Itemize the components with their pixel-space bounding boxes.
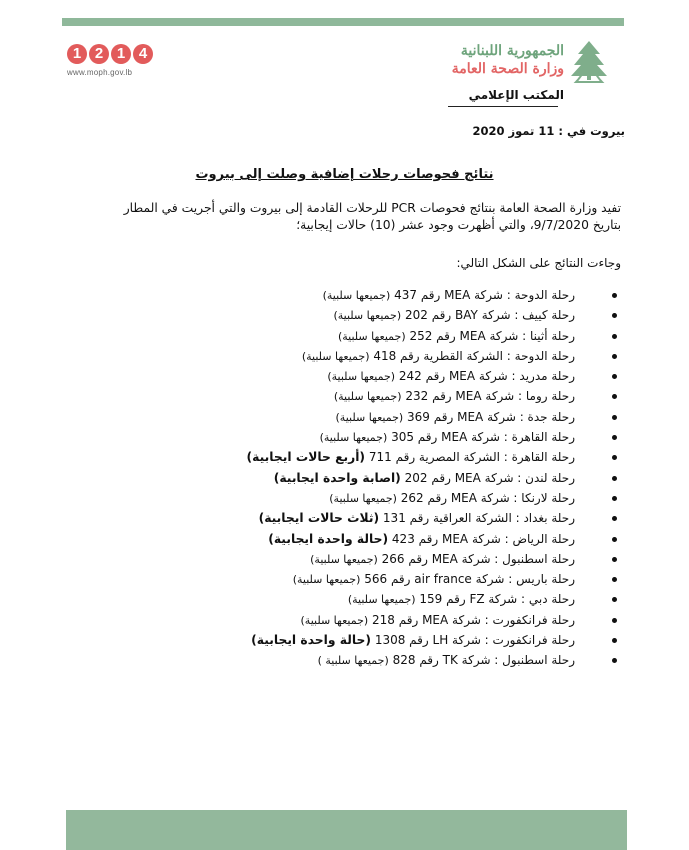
flight-result: (جميعها سلبية )	[317, 654, 389, 668]
bullet-icon	[612, 394, 617, 399]
flight-description: رحلة روما : شركة MEA رقم 232	[401, 389, 575, 404]
flight-result-item	[199, 589, 619, 609]
bullet-icon	[612, 638, 617, 643]
flight-description: رحلة مدريد : شركة MEA رقم 242	[395, 369, 575, 384]
bullet-icon	[612, 334, 617, 339]
flight-description: رحلة لندن : شركة MEA رقم 202	[400, 470, 575, 485]
flight-result-item	[199, 346, 619, 366]
hotline-digit: 2	[89, 44, 109, 64]
flight-result-item	[199, 407, 619, 427]
flight-description: رحلة أثينا : شركة MEA رقم 252	[405, 328, 575, 343]
bullet-icon	[612, 354, 617, 359]
flight-description: رحلة الدوحة : الشركة القطرية رقم 418	[369, 348, 575, 363]
flight-description: رحلة اسطنبول : شركة TK رقم 828	[388, 653, 575, 668]
flight-description: رحلة فرانكفورت : شركة LH رقم 1308	[370, 633, 575, 648]
cedar-emblem-icon	[566, 38, 612, 84]
bullet-icon	[612, 374, 617, 379]
bullet-icon	[612, 415, 617, 420]
flight-result-item	[199, 508, 619, 528]
flight-description: رحلة القاهرة : شركة MEA رقم 305	[387, 430, 575, 445]
flight-result: (جميعها سلبية)	[310, 552, 378, 566]
flight-description: رحلة بغداد : الشركة العراقية رقم 131	[379, 511, 575, 526]
bullet-icon	[612, 455, 617, 460]
flight-result: (جميعها سلبية)	[327, 370, 396, 384]
flight-description: رحلة الدوحة : شركة MEA رقم 437	[390, 288, 575, 302]
flight-result: (جميعها سلبية)	[300, 613, 369, 627]
flight-result: (حالة واحدة ايجابية)	[268, 531, 389, 546]
flight-result-item	[199, 630, 619, 650]
ministry-website: www.moph.gov.lb	[67, 68, 133, 77]
ministry-name-block	[364, 42, 564, 78]
flight-result: (جميعها سلبية)	[333, 390, 402, 404]
flight-result: (جميعها سلبية)	[337, 329, 406, 343]
flight-result-item	[199, 386, 619, 406]
bullet-icon	[612, 658, 617, 663]
flight-description: رحلة فرانكفورت : شركة MEA رقم 218	[368, 612, 575, 627]
flight-result: (اصابة واحدة ايجابية)	[273, 470, 401, 485]
media-office-label: المكتب الإعلامي	[468, 88, 564, 102]
flight-result: (ثلاث حالات ايجابية)	[258, 511, 380, 526]
bullet-icon	[612, 557, 617, 562]
bullet-icon	[612, 537, 617, 542]
flight-result-item	[199, 427, 619, 447]
flight-results-list	[199, 285, 619, 671]
bullet-icon	[612, 577, 617, 582]
flight-result: (جميعها سلبية)	[335, 410, 404, 424]
flight-description: رحلة لارنكا : شركة MEA رقم 262	[396, 490, 575, 505]
hotline-logo	[67, 44, 157, 84]
office-underline	[448, 106, 558, 107]
hotline-digit: 1	[67, 44, 87, 64]
flight-result: (جميعها سلبية)	[322, 289, 391, 302]
hotline-digit: 1	[111, 44, 131, 64]
bullet-icon	[612, 313, 617, 318]
results-intro: وجاءت النتائج على الشكل التالي:	[456, 256, 621, 270]
date-line: بيروت في : 11 تموز 2020	[472, 124, 625, 138]
flight-description: رحلة كييف : شركة BAY رقم 202	[401, 308, 575, 323]
flight-result-item	[199, 285, 619, 305]
flight-result: (جميعها سلبية)	[301, 349, 370, 363]
flight-result-item	[199, 549, 619, 569]
flight-result-item	[199, 650, 619, 670]
hotline-digit: 4	[133, 44, 153, 64]
ministry-name: وزارة الصحة العامة	[451, 61, 564, 77]
intro-paragraph: تفيد وزارة الصحة العامة بنتائج فحوصات PCR للرحلات القادمة إلى بيروت والتي أجريت في المطار بتاريخ 9/7/2020، والتي أظهرت وجود عشر (10) حالات إيجابية؛	[123, 201, 621, 232]
flight-result-item	[199, 569, 619, 589]
bullet-icon	[612, 516, 617, 521]
bullet-icon	[612, 476, 617, 481]
bullet-icon	[612, 293, 617, 298]
flight-result: (جميعها سلبية)	[329, 491, 397, 505]
bullet-icon	[612, 496, 617, 501]
flight-description: رحلة جدة : شركة MEA رقم 369	[403, 409, 575, 424]
flight-description: رحلة الرياض : شركة MEA رقم 423	[388, 531, 575, 546]
hotline-digits	[67, 44, 157, 64]
flight-description: رحلة القاهرة : الشركة المصرية رقم 711	[365, 450, 575, 465]
republic-name: الجمهورية اللبنانية	[460, 43, 564, 59]
flight-description: رحلة اسطنبول : شركة MEA رقم 266	[377, 551, 575, 566]
flight-result-item	[199, 326, 619, 346]
bullet-icon	[612, 597, 617, 602]
flight-result-item	[199, 529, 619, 549]
top-brand-band	[62, 18, 624, 26]
flight-result-item	[199, 610, 619, 630]
flight-result: (جميعها سلبية)	[347, 593, 416, 607]
flight-result: (جميعها سلبية)	[333, 309, 402, 323]
flight-result: (حالة واحدة ايجابية)	[251, 633, 371, 648]
flight-result-item	[199, 366, 619, 386]
flight-result: (جميعها سلبية)	[319, 431, 388, 445]
flight-result-item	[199, 305, 619, 325]
flight-description: رحلة باريس : شركة air france رقم 566	[360, 572, 575, 587]
flight-result-item	[199, 468, 619, 488]
flight-result: (أربع حالات ايجابية)	[246, 450, 366, 465]
flight-description: رحلة دبي : شركة FZ رقم 159	[415, 592, 575, 607]
flight-result-item	[199, 447, 619, 467]
flight-result-item	[199, 488, 619, 508]
bottom-brand-band	[66, 810, 627, 850]
flight-result: (جميعها سلبية)	[292, 573, 361, 587]
bullet-icon	[612, 618, 617, 623]
document-title: نتائج فحوصات رحلات إضافية وصلت إلى بيروت	[195, 167, 494, 182]
bullet-icon	[612, 435, 617, 440]
